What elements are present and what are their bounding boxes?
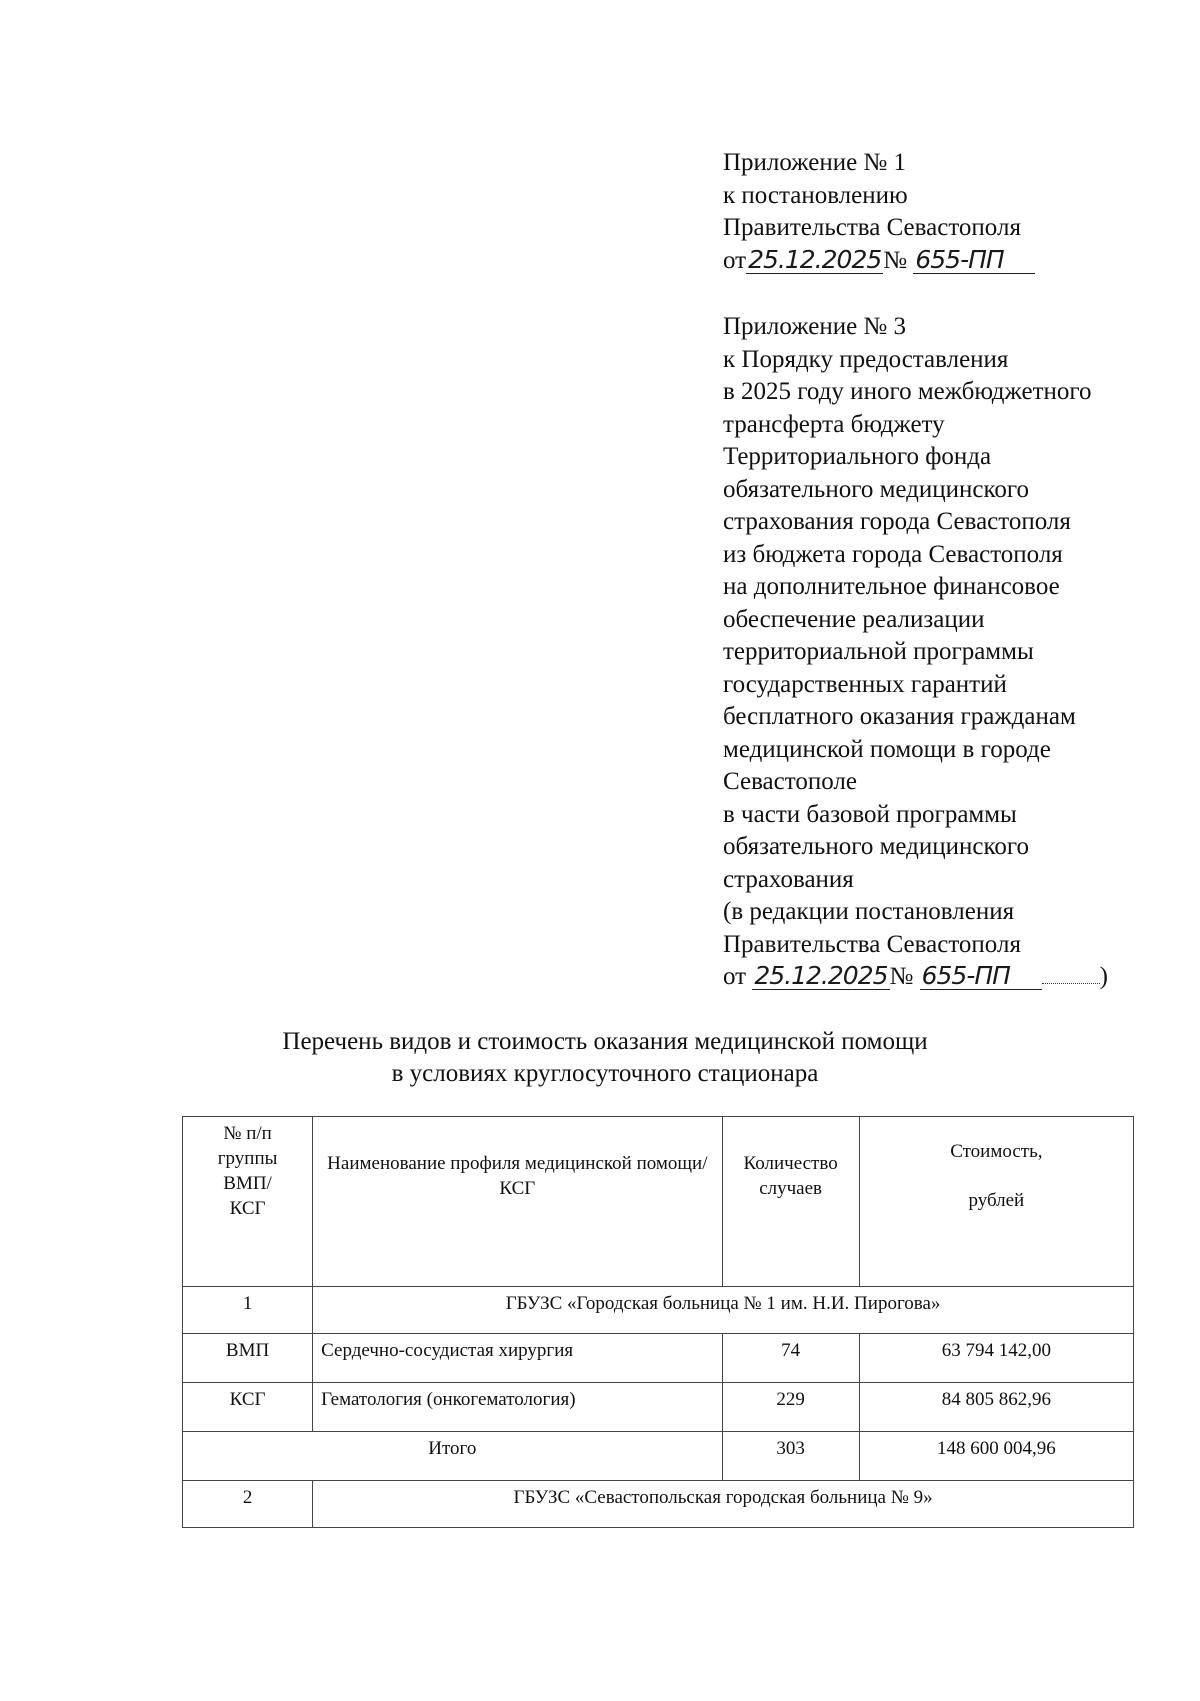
document-title xyxy=(180,1026,1030,1090)
total-count: 303 xyxy=(722,1432,859,1481)
total-cost: 148 600 004,96 xyxy=(859,1432,1133,1481)
annex-3-line: (в редакции постановления xyxy=(723,898,1015,925)
annex-3-line: медицинской помощи в городе xyxy=(723,735,1051,763)
annex-3-header xyxy=(723,311,1183,994)
org-number: 2 xyxy=(183,1481,313,1528)
row-group: КСГ xyxy=(183,1383,313,1432)
annex-1-line: Правительства Севастополя xyxy=(723,214,1021,241)
header-text: рублей xyxy=(968,1190,1025,1211)
annex-3-line: из бюджета города Севастополя xyxy=(723,540,1063,568)
annex-3-line: страхования города Севастополя xyxy=(723,508,1071,535)
header-text: Стоимость, xyxy=(950,1141,1043,1162)
header-cost xyxy=(859,1117,1133,1287)
handwritten-date: 25.12.2025 xyxy=(754,961,888,990)
row-name: Сердечно-сосудистая хирургия xyxy=(313,1334,722,1383)
annex-3-line: к Порядку предоставления xyxy=(723,345,1009,373)
header-text: случаев xyxy=(759,1178,823,1199)
header-text: группы xyxy=(217,1148,278,1169)
row-name: Гематология (онкогематология) xyxy=(313,1383,722,1432)
annex-3-line: территориальной программы xyxy=(723,638,1034,665)
annex-3-line: обеспечение реализации xyxy=(723,605,985,633)
header-text: КСГ xyxy=(229,1198,266,1219)
handwritten-date: 25.12.2025 xyxy=(748,244,882,274)
handwritten-number: 655-ПП xyxy=(913,247,1035,274)
annex-3-line: бесплатного оказания гражданам xyxy=(723,703,1076,730)
org-number: 1 xyxy=(183,1287,313,1334)
row-cost: 84 805 862,96 xyxy=(859,1383,1133,1432)
header-text: № п/п xyxy=(223,1123,272,1144)
annex-3-line: трансферта бюджету xyxy=(723,410,945,438)
annex-1-line: к постановлению xyxy=(723,181,908,209)
row-cost: 63 794 142,00 xyxy=(859,1334,1133,1383)
header-text: Количество xyxy=(743,1153,838,1174)
annex-3-line: в 2025 году иного межбюджетного xyxy=(723,378,1092,405)
annex-3-line: Территориального фонда xyxy=(723,443,992,470)
annex-3-date-line xyxy=(723,961,1183,994)
organization-row xyxy=(183,1481,1134,1528)
organization-row xyxy=(183,1287,1134,1334)
date-prefix: от xyxy=(723,246,747,274)
annex-3-line: государственных гарантий xyxy=(723,670,1007,698)
org-name: ГБУЗС «Городская больница № 1 им. Н.И. Пирогова» xyxy=(313,1287,1134,1334)
org-name: ГБУЗС «Севастопольская городская больница № 9» xyxy=(313,1481,1134,1528)
number-prefix: № xyxy=(883,246,908,274)
date-prefix: от xyxy=(723,963,747,990)
row-count: 74 xyxy=(722,1334,859,1383)
header-text: ВМП/ xyxy=(223,1173,272,1194)
header-group-number xyxy=(183,1117,313,1287)
table-row xyxy=(183,1383,1134,1432)
annex-1-date-line xyxy=(723,245,1183,278)
annex-3-line: Севастополе xyxy=(723,768,857,795)
row-count: 229 xyxy=(722,1383,859,1432)
title-line-2: в условиях круглосуточного стационара xyxy=(391,1060,819,1087)
table-row xyxy=(183,1334,1134,1383)
total-row xyxy=(183,1432,1134,1481)
table-header-row xyxy=(183,1117,1134,1287)
header-case-count xyxy=(722,1117,859,1287)
annex-3-line: в части базовой программы xyxy=(723,800,1017,828)
annex-3-line: страхования xyxy=(723,865,854,893)
annex-1-header xyxy=(723,147,1183,277)
row-group: ВМП xyxy=(183,1334,313,1383)
annex-3-line: на дополнительное финансовое xyxy=(723,573,1060,600)
annex-3-line: обязательного медицинского xyxy=(723,475,1030,503)
header-profile-name: Наименование профиля медицинской помощи/КСГ xyxy=(313,1117,722,1287)
number-prefix: № xyxy=(889,963,914,990)
services-table xyxy=(182,1116,1134,1528)
total-label: Итого xyxy=(183,1432,723,1481)
annex-3-line: обязательного медицинского xyxy=(723,833,1030,860)
blank-line xyxy=(1042,983,1100,984)
annex-3-line: Приложение № 3 xyxy=(723,313,907,340)
handwritten-number: 655-ПП xyxy=(920,963,1042,990)
annex-1-line: Приложение № 1 xyxy=(723,149,907,176)
closing-paren: ) xyxy=(1099,963,1108,990)
title-line-1: Перечень видов и стоимость оказания медицинской помощи xyxy=(282,1028,928,1055)
annex-3-line: Правительства Севастополя xyxy=(723,930,1021,958)
